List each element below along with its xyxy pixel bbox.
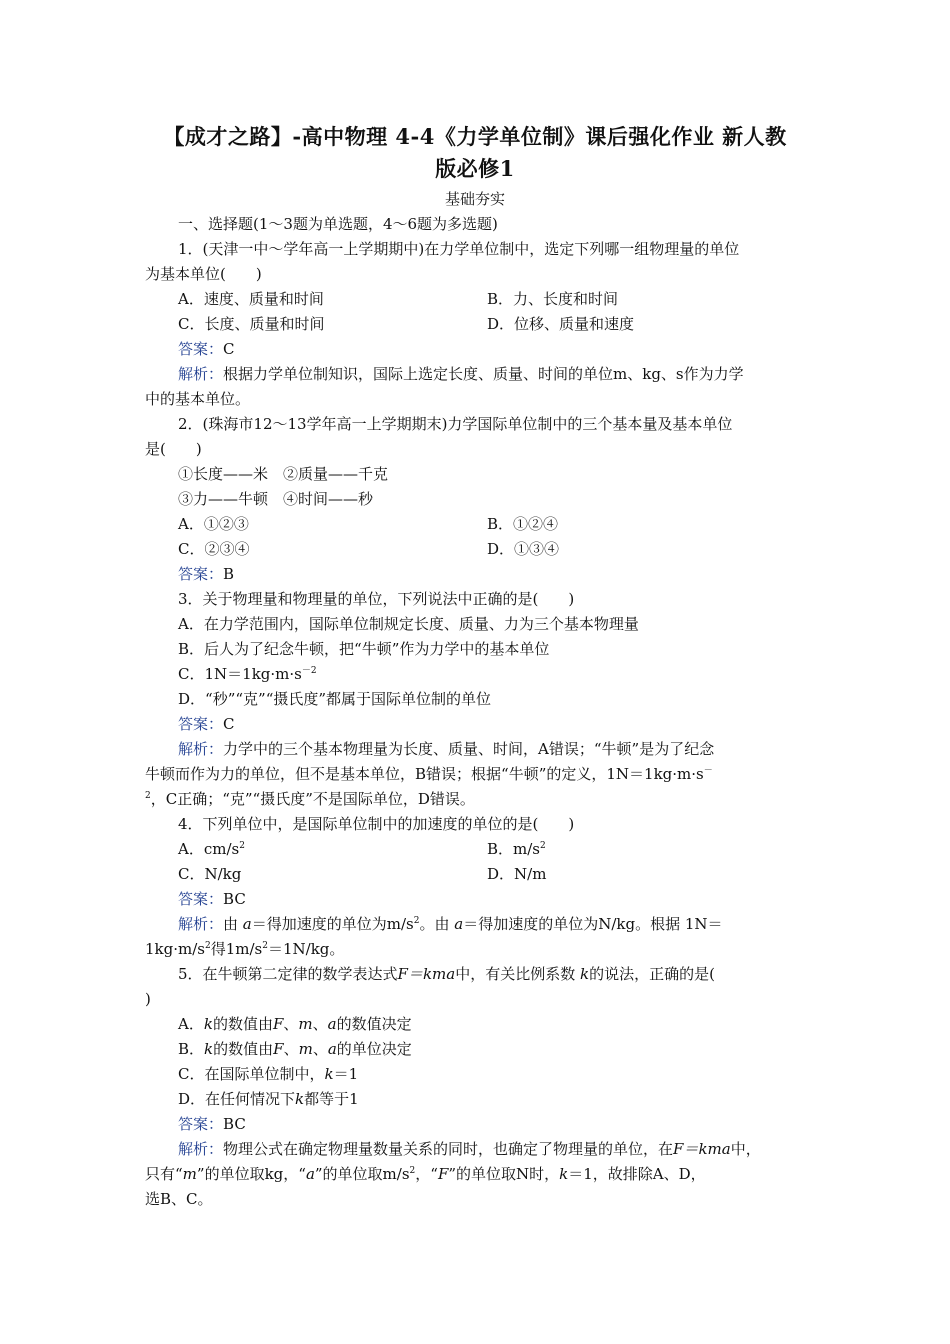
q3-option-b: B．后人为了纪念牛顿，把“牛顿”作为力学中的基本单位 xyxy=(178,640,550,658)
section-heading: 基础夯实 xyxy=(444,190,505,208)
q1-option-a: A．速度、质量和时间 xyxy=(178,290,324,308)
answer-label: 答案： xyxy=(178,1115,224,1133)
analysis-label: 解析： xyxy=(178,740,224,758)
q3-option-c: C．$1N=1kg\cdot m\cdot s^{-2}$ xyxy=(178,665,317,683)
q3-analysis-line2: 牛顿而作为力的单位，但不是基本单位，B错误；根据“牛顿”的定义，1N＝1kg·m·s－ xyxy=(145,765,713,783)
q2-option-c: C．②③④ xyxy=(178,540,250,558)
q1-analysis-line2: 中的基本单位。 xyxy=(145,390,251,408)
q5-option-d: D．在任何情况下k都等于1 xyxy=(178,1090,359,1108)
q2-stem-line2: 是( ) xyxy=(145,440,202,458)
q5-answer: 答案：BC xyxy=(178,1115,246,1133)
q4-analysis-line2: $1kg\cdot m/s^2$得$1m/s^2=1N/kg$。 xyxy=(145,940,345,958)
q4-option-d: D．N/m xyxy=(487,865,547,883)
q5-analysis-line2: 只有“m”的单位取kg，“a”的单位取$m/s^2$，“F”的单位取N时，k＝1，故排除A、D， xyxy=(145,1165,706,1183)
answer-label: 答案： xyxy=(178,715,224,733)
q1-analysis-line1: 解析：根据力学单位制知识，国际上选定长度、质量、时间的单位m、kg、s作为力学 xyxy=(178,365,744,383)
doc-title-line1: 【成才之路】-高中物理 4-4《力学单位制》课后强化作业 新人教 xyxy=(163,124,787,149)
answer-label: 答案： xyxy=(178,565,224,583)
q1-option-c: C．长度、质量和时间 xyxy=(178,315,325,333)
q2-option-d: D．①③④ xyxy=(487,540,560,558)
part-heading: 一、选择题(1～3题为单选题，4～6题为多选题) xyxy=(178,215,498,233)
q2-stem-line1: 2．(珠海市12～13学年高一上学期期末)力学国际单位制中的三个基本量及基本单位 xyxy=(178,415,733,433)
q3-analysis-line3: $^2$，C正确；“克”“摄氏度”不是国际单位，D错误。 xyxy=(145,790,475,808)
q5-stem-line1: 5．在牛顿第二定律的数学表达式F＝kma中，有关比例系数 k的说法，正确的是( xyxy=(178,965,715,983)
q4-option-c: C．N/kg xyxy=(178,865,242,883)
q3-stem: 3．关于物理量和物理量的单位，下列说法中正确的是( ) xyxy=(178,590,575,608)
q4-option-b: B．$m/s^2$ xyxy=(487,840,546,858)
q5-option-b: B．k的数值由F、m、a的单位决定 xyxy=(178,1040,412,1058)
q1-stem-line2: 为基本单位( ) xyxy=(145,265,262,283)
q4-answer: 答案：BC xyxy=(178,890,246,908)
q5-option-a: A．k的数值由F、m、a的数值决定 xyxy=(178,1015,412,1033)
answer-label: 答案： xyxy=(178,340,224,358)
q2-option-a: A．①②③ xyxy=(178,515,249,533)
analysis-label: 解析： xyxy=(178,915,224,933)
q5-option-c: C．在国际单位制中，k＝1 xyxy=(178,1065,359,1083)
q4-stem: 4．下列单位中，是国际单位制中的加速度的单位的是( ) xyxy=(178,815,575,833)
q1-option-b: B．力、长度和时间 xyxy=(487,290,619,308)
q5-analysis-line1: 解析：物理公式在确定物理量数量关系的同时，也确定了物理量的单位，在F＝kma中， xyxy=(178,1140,761,1158)
analysis-label: 解析： xyxy=(178,1140,224,1158)
analysis-label: 解析： xyxy=(178,365,224,383)
q4-option-a: A．$cm/s^2$ xyxy=(178,840,245,858)
q2-option-b: B．①②④ xyxy=(487,515,559,533)
q3-analysis-line1: 解析：力学中的三个基本物理量为长度、质量、时间，A错误；“牛顿”是为了纪念 xyxy=(178,740,715,758)
q3-option-a: A．在力学范围内，国际单位制规定长度、质量、力为三个基本物理量 xyxy=(178,615,639,633)
q3-option-d: D．“秒”“克”“摄氏度”都属于国际单位制的单位 xyxy=(178,690,492,708)
q3-answer: 答案：C xyxy=(178,715,235,733)
q2-item-line2: ③力——牛顿 ④时间——秒 xyxy=(178,490,374,508)
q4-analysis-line1: 解析：由 a＝得加速度的单位为$m/s^2$。由 a＝得加速度的单位为N/kg。根据 1N＝ xyxy=(178,915,723,933)
q1-stem-line1: 1．(天津一中～学年高一上学期期中)在力学单位制中，选定下列哪一组物理量的单位 xyxy=(178,240,740,258)
doc-title-line2: 版必修1 xyxy=(435,156,515,181)
q2-answer: 答案：B xyxy=(178,565,235,583)
q1-option-d: D．位移、质量和速度 xyxy=(487,315,635,333)
q5-stem-line2: ) xyxy=(145,990,151,1008)
answer-label: 答案： xyxy=(178,890,224,908)
q1-answer: 答案：C xyxy=(178,340,235,358)
q2-item-line1: ①长度——米 ②质量——千克 xyxy=(178,465,389,483)
q5-analysis-line3: 选B、C。 xyxy=(145,1190,213,1208)
